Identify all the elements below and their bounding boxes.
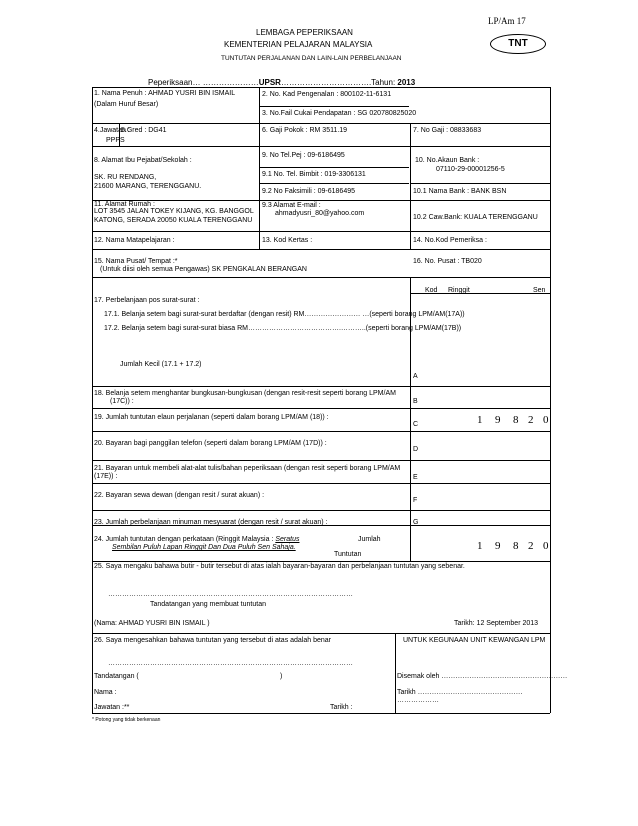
- verifier-name: Nama :: [94, 689, 117, 696]
- full-name: 1. Nama Penuh : AHMAD YUSRI BIN ISMAIL: [94, 90, 236, 97]
- exam-mid: …………………………….Tahun:: [280, 78, 398, 87]
- item-24-total-label: Jumlah: [358, 536, 381, 543]
- item-19-digit: 9: [495, 414, 501, 426]
- examiner-code: 14. No.Kod Pemeriksa :: [413, 237, 487, 244]
- item-19-digit: 8: [513, 414, 519, 426]
- claim-date: Tarikh: 12 September 2013: [454, 620, 539, 627]
- item-19-digit: 2: [528, 414, 534, 426]
- home-address-line1: LOT 3545 JALAN TOKEY KIJANG, KG. BANGGOL: [94, 208, 254, 215]
- basic-salary: 6. Gaji Pokok : RM 3511.19: [262, 127, 348, 134]
- code-f: F: [413, 497, 418, 504]
- item-18-line2: (17C)) :: [110, 398, 134, 405]
- email-label: 9.3 Alamat E-mail :: [262, 202, 321, 209]
- item-17-subtotal: Jumlah Kecil (17.1 + 17.2): [120, 361, 202, 368]
- org-name: LEMBAGA PEPERIKSAAN: [256, 28, 353, 37]
- code-e: E: [413, 474, 418, 481]
- item-22: 22. Bayaran sewa dewan (dengan resit / surat akuan) :: [94, 492, 265, 499]
- ic-number: 2. No. Kad Pengenalan : 800102-11-6131: [262, 91, 392, 98]
- email-value: ahmadyusri_80@yahoo.com: [275, 210, 365, 217]
- subject-name: 12. Nama Matapelajaran :: [94, 237, 175, 244]
- position-value: PPPS: [106, 137, 125, 144]
- item-17-1: 17.1. Belanja setem bagi surat-surat berdaftar (dengan resit) RM…………………… …(seperti borang LPM/AM(17A)): [104, 311, 465, 318]
- item-24-digit: 2: [528, 540, 534, 552]
- form-title: TUNTUTAN PERJALANAN DAN LAIN-LAIN PERBELANJAAN: [221, 55, 402, 62]
- mobile-phone: 9.1 No. Tel. Bimbit : 019-3306131: [262, 171, 366, 178]
- ministry-name: KEMENTERIAN PELAJARAN MALAYSIA: [224, 40, 373, 49]
- fax-number: 9.2 No Faksimili : 09-6186495: [262, 188, 355, 195]
- col-ringgit: Ringgit: [448, 287, 470, 294]
- signature-line-2: ……………………………………………………………………………………………: [108, 660, 353, 667]
- centre-name-label: 15. Nama Pusat/ Tempat :*: [94, 258, 178, 265]
- exam-name: UPSR: [258, 78, 281, 87]
- bank-name: 10.1 Nama Bank : BANK BSN: [413, 188, 507, 195]
- code-a: A: [413, 373, 418, 380]
- signature-label-2-end: ): [280, 673, 283, 680]
- item-23: 23. Jumlah perbelanjaan minuman mesyuarat (dengan resit / surat akuan) :: [94, 519, 328, 526]
- office-phone: 9. No Tel.Pej : 09-6186495: [262, 152, 345, 159]
- office-address-line1: SK. RU RENDANG,: [94, 174, 157, 181]
- verifier-position: Jawatan :**: [94, 704, 130, 711]
- col-kod: Kod: [425, 287, 438, 294]
- code-b: B: [413, 398, 418, 405]
- item-17-2: 17.2. Belanja setem bagi surat-surat biasa RM………………………………….………..(seperti borang LPM/AM(17B)): [104, 325, 462, 332]
- code-c: C: [413, 421, 419, 428]
- item-24-words-start: Seratus: [275, 536, 300, 543]
- centre-name-value: (Untuk diisi oleh semua Pengawas) SK PENGKALAN BERANGAN: [100, 266, 307, 273]
- exam-year: 2013: [397, 78, 416, 87]
- bank-branch: 10.2 Caw.Bank: KUALA TERENGGANU: [413, 214, 538, 221]
- grade: 5.Gred : DG41: [121, 127, 167, 134]
- tnt-badge: TNT: [490, 34, 546, 54]
- item-18-line1: 18. Belanja setem menghantar bungkusan-bungkusan (dengan resit-resit seperti borang LPM/AM: [94, 390, 396, 397]
- item-24-total-label2: Tuntutan: [334, 551, 362, 558]
- home-address-line2: KATONG, SERADA 20050 KUALA TERENGGANU: [94, 217, 253, 224]
- centre-number: 16. No. Pusat : TB020: [413, 258, 482, 265]
- item-21-line1: 21. Bayaran untuk membeli alat-alat tulis/bahan peperiksaan (dengan resit seperti borang LPM/AM: [94, 465, 401, 472]
- declaration-25: 25. Saya mengaku bahawa butir - butir tersebut di atas ialah bayaran-bayaran dan perbelanjaan tuntutan yang sebenar.: [94, 563, 465, 570]
- item-19-digit: 0: [543, 414, 549, 426]
- item-24-words: Sembilan Puluh Lapan Ringgit Dan Dua Puluh Sen Sahaja.: [112, 544, 296, 551]
- signature-label-2: Tandatangan (: [94, 673, 139, 680]
- finance-date-cont: ………………: [397, 697, 439, 704]
- declaration-26: 26. Saya mengesahkan bahawa tuntutan yang tersebut di atas adalah benar: [94, 637, 332, 644]
- bank-account-label: 10. No.Akaun Bank :: [415, 157, 480, 164]
- home-address-label: 11. Alamat Rumah :: [94, 201, 155, 208]
- col-sen: Sen: [533, 287, 546, 294]
- tax-file: 3. No.Fail Cukai Pendapatan : SG 020780825020: [262, 110, 417, 117]
- footnote: * Potong yang tidak berkenaan: [92, 717, 161, 723]
- item-19: 19. Jumlah tuntutan elaun perjalanan (seperti dalam borang LPM/AM (18)) :: [94, 414, 329, 421]
- checked-by: Disemak oleh ………………………………………………: [397, 673, 568, 680]
- code-g: G: [413, 519, 419, 526]
- finance-unit-label: UNTUK KEGUNAAN UNIT KEWANGAN LPM: [403, 637, 546, 644]
- item-24-digit: 0: [543, 540, 549, 552]
- signature-line-1: ……………………………………………………………………………………………: [108, 591, 353, 598]
- item-21-line2: (17E)) :: [94, 473, 118, 480]
- exam-line: [148, 78, 415, 87]
- paper-code: 13. Kod Kertas :: [262, 237, 313, 244]
- item-24-digit: 9: [495, 540, 501, 552]
- claimant-name: (Nama: AHMAD YUSRI BIN ISMAIL ): [94, 620, 210, 627]
- item-17: 17. Perbelanjaan pos surat-surat :: [94, 297, 200, 304]
- item-24-line1: [94, 536, 299, 543]
- code-d: D: [413, 446, 419, 453]
- signature-label-1: Tandatangan yang membuat tuntutan: [150, 601, 266, 608]
- finance-date: Tarikh ………………………………………: [397, 689, 523, 696]
- item-19-digit: 1: [477, 414, 483, 426]
- form-ref: LP/Am 17: [488, 16, 526, 26]
- position-label: 4.Jawatan :: [94, 127, 130, 134]
- item-24-prefix: 24. Jumlah tuntutan dengan perkataan (Ringgit Malaysia :: [94, 536, 276, 543]
- full-name-note: (Dalam Huruf Besar): [94, 101, 159, 108]
- office-address-line2: 21600 MARANG, TERENGGANU.: [94, 183, 202, 190]
- bank-account-number: 07110-29-00001256-5: [436, 166, 505, 173]
- verifier-date: Tarikh :: [330, 704, 353, 711]
- item-24-digit: 1: [477, 540, 483, 552]
- salary-number: 7. No Gaji : 08833683: [413, 127, 482, 134]
- office-address-label: 8. Alamat Ibu Pejabat/Sekolah :: [94, 157, 192, 164]
- item-24-digit: 8: [513, 540, 519, 552]
- exam-prefix: Peperiksaan… …………………: [148, 78, 259, 87]
- item-20: 20. Bayaran bagi panggilan telefon (seperti dalam borang LPM/AM (17D)) :: [94, 440, 327, 447]
